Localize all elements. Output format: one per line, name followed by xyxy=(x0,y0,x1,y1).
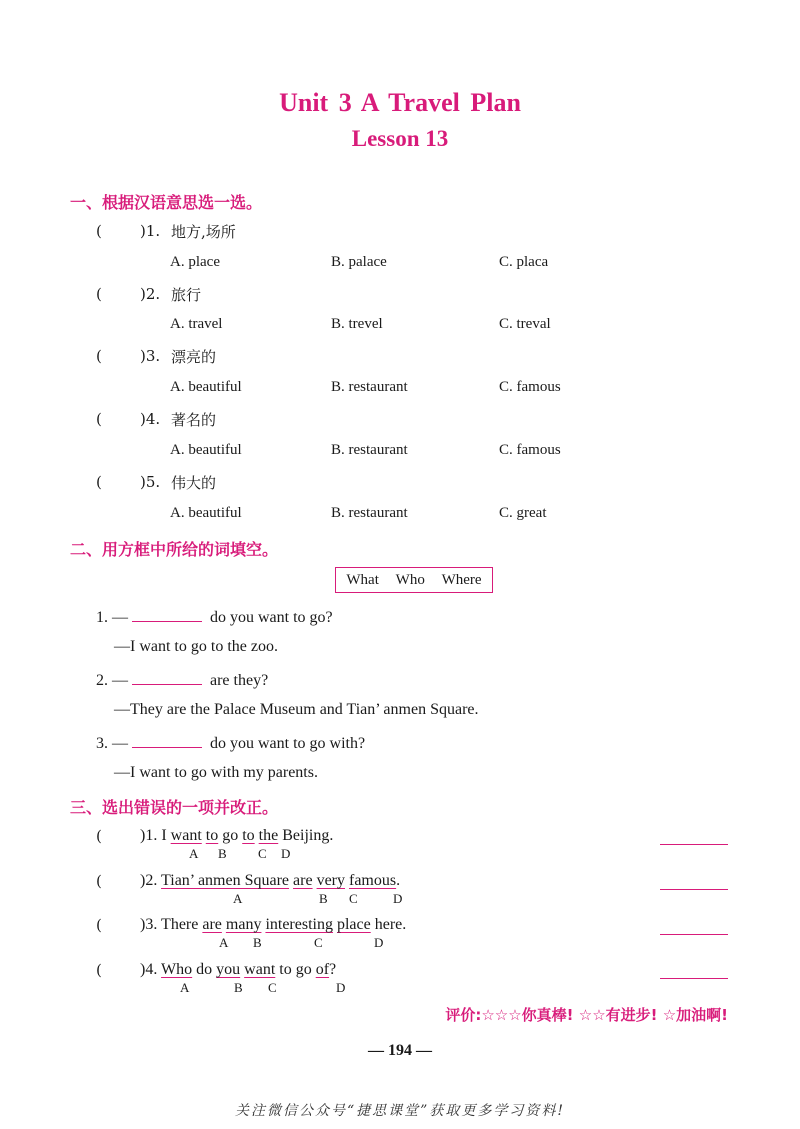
answer-paren: ( xyxy=(96,285,102,303)
part3-question-1 xyxy=(140,827,333,845)
underlined-option-a: are xyxy=(202,916,222,933)
underlined-option-a: want xyxy=(170,827,202,844)
underlined-option-d: the xyxy=(258,827,279,844)
sentence-word: do xyxy=(196,961,213,978)
question-number: )1. xyxy=(140,827,158,844)
fill-blank[interactable] xyxy=(132,607,202,622)
option-label: A xyxy=(233,891,243,906)
underlined-option-d: place xyxy=(336,916,371,933)
part2-answer-1: —I want to go to the zoo. xyxy=(114,638,278,655)
underlined-option-a: Who xyxy=(161,961,193,978)
word-box-item: Where xyxy=(441,571,482,588)
part2-answer-2: —They are the Palace Museum and Tian’ anmen Square. xyxy=(114,701,479,718)
section-2-heading: 二、用方框中所给的词填空。 xyxy=(70,540,279,559)
question-text: are they? xyxy=(210,672,269,689)
word-box xyxy=(335,567,493,593)
question-chinese: 漂亮的 xyxy=(171,348,217,366)
underlined-option-c: very xyxy=(316,872,345,889)
footer-note: 关注微信公众号“捷思课堂”获取更多学习资料! xyxy=(235,1103,565,1119)
section-3-heading: 三、选出错误的一项并改正。 xyxy=(70,798,279,817)
answer-paren: ( xyxy=(96,872,102,890)
sentence-word: . xyxy=(396,872,401,889)
option-label: C xyxy=(314,935,323,950)
underlined-option-c: interesting xyxy=(265,916,333,933)
underlined-option-b: are xyxy=(293,872,313,889)
option-label: A xyxy=(189,846,199,861)
page-number: — 194 — xyxy=(368,1042,432,1059)
option-c: C. great xyxy=(499,505,547,521)
question-number: 2. — xyxy=(96,672,128,689)
word-box-item: Who xyxy=(395,571,425,588)
sentence-word: There xyxy=(161,916,199,933)
answer-paren: ( xyxy=(96,961,102,979)
option-label: C xyxy=(258,846,267,861)
option-c: C. treval xyxy=(499,316,551,332)
self-rating: 评价:☆☆☆你真棒! ☆☆有进步! ☆加油啊! xyxy=(445,1006,728,1024)
option-b: B. restaurant xyxy=(331,442,408,458)
question-text: do you want to go? xyxy=(210,609,333,626)
question-number: )3. xyxy=(140,347,161,365)
option-b: B. trevel xyxy=(331,316,383,332)
option-c: C. famous xyxy=(499,442,561,458)
underlined-option-c: to xyxy=(242,827,255,844)
question-chinese: 著名的 xyxy=(171,411,217,429)
question-chinese: 伟大的 xyxy=(171,474,217,492)
answer-paren: ( xyxy=(96,827,102,845)
section-1-heading: 一、根据汉语意思选一选。 xyxy=(70,193,263,212)
sentence-word: Beijing. xyxy=(282,827,334,844)
option-b: B. restaurant xyxy=(331,379,408,395)
option-label: D xyxy=(374,935,384,950)
option-b: B. restaurant xyxy=(331,505,408,521)
option-label: D xyxy=(336,980,346,995)
option-a: A. beautiful xyxy=(170,505,242,521)
correction-line[interactable] xyxy=(660,977,728,979)
question-number: )5. xyxy=(140,473,161,491)
answer-paren: ( xyxy=(96,916,102,934)
unit-title: Unit 3 A Travel Plan xyxy=(279,88,521,117)
option-a: A. place xyxy=(170,254,220,270)
underlined-option-b: many xyxy=(225,916,262,933)
underlined-option-d: of xyxy=(315,961,330,978)
underlined-option-a: Tian’ anmen Square xyxy=(161,872,290,889)
sentence-word: here. xyxy=(374,916,407,933)
option-label: D xyxy=(393,891,403,906)
question-text: do you want to go with? xyxy=(210,735,366,752)
question-number: 3. — xyxy=(96,735,128,752)
question-number: )4. xyxy=(140,410,161,428)
part2-question-2 xyxy=(96,670,268,690)
question-chinese: 旅行 xyxy=(171,286,202,304)
word-box-item: What xyxy=(346,571,379,588)
sentence-word: go xyxy=(222,827,239,844)
option-label: B xyxy=(218,846,227,861)
option-a: A. travel xyxy=(170,316,223,332)
correction-line[interactable] xyxy=(660,888,728,890)
sentence-word: ? xyxy=(329,961,337,978)
question-number: )3. xyxy=(140,916,158,933)
question-number: )2. xyxy=(140,872,158,889)
option-b: B. palace xyxy=(331,254,387,270)
question-number: 1. — xyxy=(96,609,128,626)
answer-paren: ( xyxy=(96,410,102,428)
part2-answer-3: —I want to go with my parents. xyxy=(114,764,318,781)
underlined-option-c: want xyxy=(244,961,276,978)
option-label: C xyxy=(349,891,358,906)
option-a: A. beautiful xyxy=(170,442,242,458)
underlined-option-b: you xyxy=(216,961,241,978)
sentence-word: to go xyxy=(279,961,312,978)
lesson-title: Lesson 13 xyxy=(351,126,449,151)
part2-question-3 xyxy=(96,733,365,753)
part3-question-4 xyxy=(140,961,336,979)
option-label: A xyxy=(219,935,229,950)
fill-blank[interactable] xyxy=(132,670,202,685)
question-number: )1. xyxy=(140,222,161,240)
underlined-option-d: famous xyxy=(349,872,397,889)
underlined-option-b: to xyxy=(205,827,219,844)
answer-paren: ( xyxy=(96,222,102,240)
option-label: D xyxy=(281,846,291,861)
option-c: C. placa xyxy=(499,254,549,270)
sentence-word: I xyxy=(161,827,167,844)
option-label: C xyxy=(268,980,277,995)
option-c: C. famous xyxy=(499,379,561,395)
part3-question-2 xyxy=(140,872,400,890)
correction-line[interactable] xyxy=(660,933,728,935)
question-number: )2. xyxy=(140,285,161,303)
option-a: A. beautiful xyxy=(170,379,242,395)
option-label: B xyxy=(319,891,328,906)
question-chinese: 地方,场所 xyxy=(171,223,236,241)
fill-blank[interactable] xyxy=(132,733,202,748)
answer-paren: ( xyxy=(96,347,102,365)
part2-question-1 xyxy=(96,607,333,627)
part3-question-3 xyxy=(140,916,406,934)
option-label: B xyxy=(234,980,243,995)
option-label: B xyxy=(253,935,262,950)
option-label: A xyxy=(180,980,190,995)
answer-paren: ( xyxy=(96,473,102,491)
question-number: )4. xyxy=(140,961,158,978)
correction-line[interactable] xyxy=(660,843,728,845)
